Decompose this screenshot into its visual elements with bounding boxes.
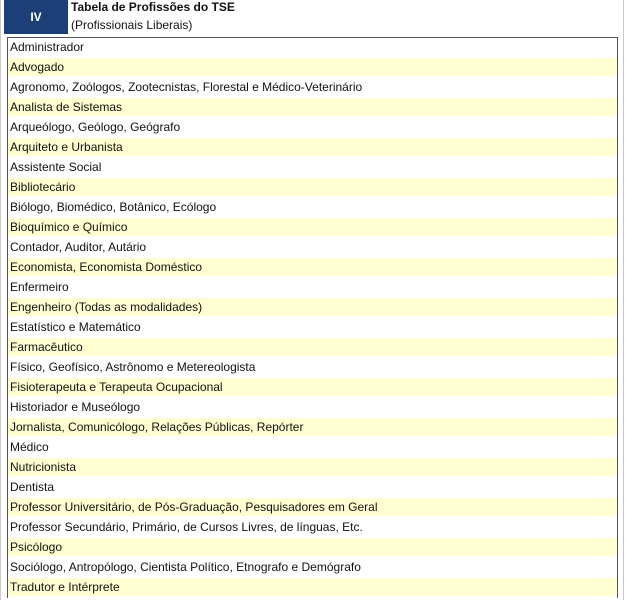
table-row: Arquiteto e Urbanista bbox=[8, 138, 617, 158]
table-row: Biólogo, Biomédico, Botânico, Ecólogo bbox=[8, 198, 617, 218]
table-row: Agronomo, Zoólogos, Zootecnistas, Florestal e Médico-Veterinário bbox=[8, 78, 617, 98]
table-row: Analista de Sistemas bbox=[8, 98, 617, 118]
table-row: Professor Universitário, de Pós-Graduação, Pesquisadores em Geral bbox=[8, 498, 617, 518]
table-row: Físico, Geofísico, Astrônomo e Metereologista bbox=[8, 358, 617, 378]
table-row: Psicólogo bbox=[8, 538, 617, 558]
table-row: Médico bbox=[8, 438, 617, 458]
table-header bbox=[3, 0, 621, 36]
table-row: Dentista bbox=[8, 478, 617, 498]
table-row: Tradutor e Intérprete bbox=[8, 578, 617, 598]
table-row: Engenheiro (Todas as modalidades) bbox=[8, 298, 617, 318]
table-row: Contador, Auditor, Autário bbox=[8, 238, 617, 258]
table-row: Economista, Economista Doméstico bbox=[8, 258, 617, 278]
table-row: Historiador e Museólogo bbox=[8, 398, 617, 418]
table-row: Advogado bbox=[8, 58, 617, 78]
table-row: Arqueólogo, Geólogo, Geógrafo bbox=[8, 118, 617, 138]
table-row: Nutricionista bbox=[8, 458, 617, 478]
table-row: Professor Secundário, Primário, de Cursos Livres, de línguas, Etc. bbox=[8, 518, 617, 538]
table-row: Bibliotecário bbox=[8, 178, 617, 198]
table-row: Administrador bbox=[8, 38, 617, 58]
table-row: Fisioterapeuta e Terapeuta Ocupacional bbox=[8, 378, 617, 398]
table-row: Enfermeiro bbox=[8, 278, 617, 298]
page-title: Tabela de Profissões do TSE bbox=[71, 0, 235, 14]
table-row: Estatístico e Matemático bbox=[8, 318, 617, 338]
table-row: Farmacêutico bbox=[8, 338, 617, 358]
table-row: Bioquímico e Químico bbox=[8, 218, 617, 238]
section-badge: IV bbox=[4, 0, 68, 34]
table-row: Assistente Social bbox=[8, 158, 617, 178]
table-row: Sociólogo, Antropólogo, Cientista Político, Etnografo e Demógrafo bbox=[8, 558, 617, 578]
table-row: Jornalista, Comunicólogo, Relações Públicas, Repórter bbox=[8, 418, 617, 438]
professions-table bbox=[7, 37, 618, 598]
page-subtitle: (Profissionais Liberais) bbox=[71, 18, 193, 32]
